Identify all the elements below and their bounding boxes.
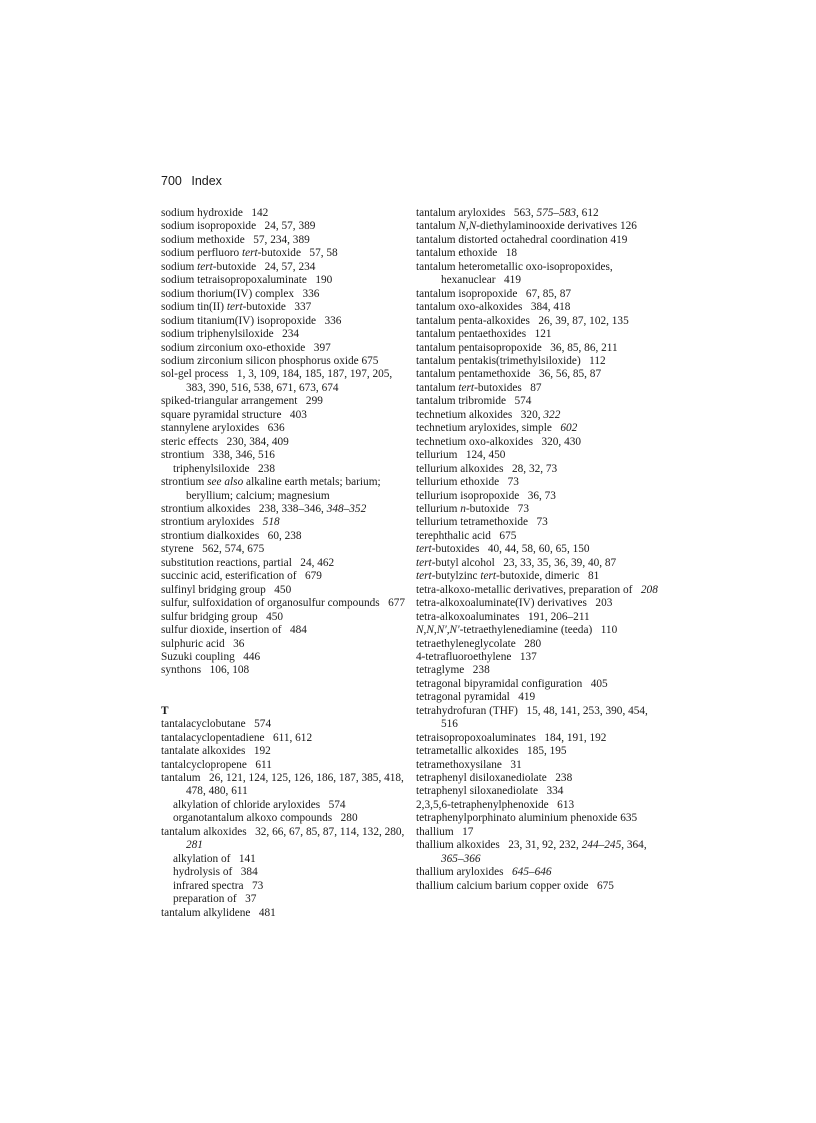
- index-entry: [416, 436, 661, 449]
- index-entry: [161, 328, 406, 341]
- index-entry: [416, 705, 661, 732]
- entry-text: tantalum distorted octahedral coordination 419: [416, 233, 628, 246]
- index-entry: [416, 597, 661, 610]
- index-entry: [416, 584, 661, 597]
- italic-text: N,N: [458, 220, 477, 233]
- index-column-right: [416, 207, 661, 893]
- index-entry: [161, 301, 406, 314]
- index-column-left: [161, 207, 406, 920]
- entry-text: synthons 106, 108: [161, 664, 250, 677]
- page-header: [161, 174, 222, 188]
- index-entry: [416, 826, 661, 839]
- entry-text: tellurium isopropoxide 36, 73: [416, 489, 556, 502]
- entry-text: alkylation of chloride aryloxides 574: [173, 798, 346, 811]
- entry-text: substitution reactions, partial 24, 462: [161, 556, 335, 569]
- entry-text: tetraethyleneglycolate 280: [416, 637, 542, 650]
- entry-text: -butylzinc: [431, 570, 481, 583]
- index-entry: [416, 449, 661, 462]
- index-entry: [161, 624, 406, 637]
- entry-text: tantalum oxo-alkoxides 384, 418: [416, 301, 571, 314]
- entry-text: tellurium alkoxides 28, 32, 73: [416, 462, 558, 475]
- index-entry: [161, 516, 406, 529]
- entry-text: tantalum penta-alkoxides 26, 39, 87, 102, 135: [416, 314, 629, 327]
- entry-text: technetium oxo-alkoxides 320, 430: [416, 435, 582, 448]
- index-subentry: [161, 880, 406, 893]
- entry-text: 4-tetrafluoroethylene 137: [416, 650, 537, 663]
- index-entry: [161, 409, 406, 422]
- index-entry: [161, 422, 406, 435]
- index-entry: [416, 557, 661, 570]
- index-entry: [416, 812, 661, 825]
- index-entry: [416, 772, 661, 785]
- index-entry: [161, 342, 406, 355]
- index-entry: [416, 664, 661, 677]
- entry-text: tetraglyme 238: [416, 664, 490, 677]
- entry-text: sodium triphenylsiloxide 234: [161, 328, 300, 341]
- entry-text: tantalum ethoxide 18: [416, 247, 518, 260]
- entry-text: sulfinyl bridging group 450: [161, 583, 292, 596]
- index-entry: [416, 355, 661, 368]
- italic-text: 208: [640, 583, 658, 596]
- index-entry: [416, 368, 661, 381]
- entry-text: -butoxide 24, 57, 234: [212, 260, 316, 273]
- entry-text: sodium hydroxide 142: [161, 207, 269, 219]
- italic-text: tert: [458, 381, 475, 394]
- entry-text: alkaline earth metals; barium; beryllium; calcium; magnesium: [186, 476, 384, 502]
- index-entry: [416, 220, 661, 233]
- entry-text: , 612: [576, 207, 599, 219]
- entry-text: strontium 338, 346, 516: [161, 449, 275, 462]
- entry-text: sol-gel process 1, 3, 109, 184, 185, 187, 197, 205, 383, 390, 516, 538, 671, 673, 674: [161, 368, 396, 394]
- entry-text: tantalum isopropoxide 67, 85, 87: [416, 287, 572, 300]
- index-entry: [161, 907, 406, 920]
- italic-text: 602: [560, 422, 578, 435]
- entry-text: tantalate alkoxides 192: [161, 745, 271, 758]
- entry-text: tetrametallic alkoxides 185, 195: [416, 745, 567, 758]
- section-letter: T: [161, 704, 169, 717]
- entry-text: tetra-alkoxo-metallic derivatives, preparation of: [416, 583, 641, 596]
- italic-text: tert: [416, 570, 432, 583]
- entry-text: steric effects 230, 384, 409: [161, 435, 289, 448]
- entry-text: sodium tin(II): [161, 301, 227, 314]
- index-entry: [161, 449, 406, 462]
- index-entry: [416, 288, 661, 301]
- entry-text: strontium alkoxides 238, 338–346,: [161, 502, 327, 515]
- entry-text: tantalcyclopropene 611: [161, 758, 272, 771]
- entry-text: tantalum pentamethoxide 36, 56, 85, 87: [416, 368, 602, 381]
- entry-text: alkylation of 141: [173, 852, 256, 865]
- index-entry: [416, 409, 661, 422]
- entry-text: -butoxides 87: [474, 381, 542, 394]
- page-number: 700: [161, 174, 182, 188]
- index-subentry: [161, 812, 406, 825]
- entry-text: sodium titanium(IV) isopropoxide 336: [161, 314, 342, 327]
- entry-text: tantalum: [416, 220, 459, 233]
- entry-text: infrared spectra 73: [173, 879, 264, 892]
- entry-text: tetrahydrofuran (THF) 15, 48, 141, 253, 390, 454, 516: [416, 704, 651, 731]
- entry-text: hydrolysis of 384: [173, 866, 258, 879]
- entry-text: tantalum pentaethoxides 121: [416, 328, 552, 341]
- index-entry: [161, 288, 406, 301]
- entry-text: -butoxide, dimeric 81: [496, 570, 600, 583]
- index-entry: [416, 785, 661, 798]
- index-entry: [416, 503, 661, 516]
- entry-text: strontium aryloxides: [161, 516, 263, 529]
- entry-text: square pyramidal structure 403: [161, 408, 307, 421]
- index-entry: [161, 732, 406, 745]
- index-subentry: [161, 799, 406, 812]
- italic-text: 281: [186, 839, 203, 852]
- index-entry: [416, 611, 661, 624]
- entry-text: tantalum aryloxides 563,: [416, 207, 537, 219]
- index-entry: [161, 611, 406, 624]
- index-entry: [161, 638, 406, 651]
- entry-text: -butoxides 40, 44, 58, 60, 65, 150: [431, 543, 590, 556]
- index-entry: [416, 342, 661, 355]
- entry-text: tetra-alkoxoaluminates 191, 206–211: [416, 610, 590, 623]
- entry-text: 2,3,5,6-tetraphenylphenoxide 613: [416, 798, 575, 811]
- entry-text: -tetraethylenediamine (teeda) 110: [459, 624, 618, 637]
- index-subentry: [161, 866, 406, 879]
- entry-text: sulfur, sulfoxidation of organosulfur compounds 677: [161, 597, 406, 610]
- entry-text: tantalum 26, 121, 124, 125, 126, 186, 187, 385, 418, 478, 480, 611: [161, 772, 407, 798]
- entry-text: tellurium tetramethoxide 73: [416, 516, 548, 529]
- entry-text: terephthalic acid 675: [416, 529, 517, 542]
- italic-text: 645–646: [512, 866, 552, 879]
- entry-text: tellurium 124, 450: [416, 449, 506, 462]
- index-subentry: [161, 893, 406, 906]
- entry-text: sodium zirconium oxo-ethoxide 397: [161, 341, 331, 354]
- entry-text: thallium alkoxides 23, 31, 92, 232,: [416, 839, 582, 852]
- index-entry: [161, 597, 406, 610]
- index-entry: [161, 664, 406, 677]
- entry-text: tantalum pentaisopropoxide 36, 85, 86, 211: [416, 341, 618, 354]
- entry-text: tellurium: [416, 502, 461, 515]
- index-entry: [161, 207, 406, 220]
- entry-text: strontium dialkoxides 60, 238: [161, 529, 302, 542]
- entry-text: -diethylaminooxide derivatives 126: [476, 220, 637, 233]
- entry-text: sodium tetraisopropoxaluminate 190: [161, 274, 333, 287]
- entry-text: -butoxide 73: [465, 502, 529, 515]
- entry-text: tantalacyclobutane 574: [161, 718, 272, 731]
- index-entry: [416, 732, 661, 745]
- entry-text: tantalum alkylidene 481: [161, 906, 276, 919]
- index-entry: [416, 759, 661, 772]
- italic-text: tert: [480, 570, 497, 583]
- entry-text: sodium thorium(IV) complex 336: [161, 287, 320, 300]
- index-entry: [416, 382, 661, 395]
- index-entry: [161, 220, 406, 233]
- italic-text: 575–583: [536, 207, 577, 219]
- entry-text: sodium isopropoxide 24, 57, 389: [161, 220, 316, 233]
- index-entry: [161, 274, 406, 287]
- entry-text: , 364,: [621, 839, 650, 852]
- italic-text: 322: [543, 408, 561, 421]
- index-entry: [416, 880, 661, 893]
- entry-text: tantalum: [416, 381, 459, 394]
- index-entry: [416, 315, 661, 328]
- index-entry: [416, 570, 661, 583]
- index-entry: [416, 395, 661, 408]
- italic-text: tert: [416, 556, 432, 569]
- entry-text: tetraphenyl disiloxanediolate 238: [416, 772, 573, 785]
- index-entry: [416, 839, 661, 866]
- index-entry: [416, 490, 661, 503]
- entry-text: tantalum alkoxides 32, 66, 67, 85, 87, 114, 132, 280,: [161, 825, 408, 838]
- index-entry: [161, 355, 406, 368]
- index-entry: [416, 234, 661, 247]
- italic-text: 365–366: [441, 852, 481, 865]
- index-entry: [416, 328, 661, 341]
- index-entry: [161, 651, 406, 664]
- entry-text: sodium perfluoro: [161, 247, 242, 260]
- index-entry: [416, 422, 661, 435]
- index-entry: [161, 557, 406, 570]
- italic-text: tert: [197, 260, 213, 273]
- entry-text: stannylene aryloxides 636: [161, 422, 285, 435]
- entry-text: tetragonal pyramidal 419: [416, 691, 536, 704]
- entry-text: succinic acid, esterification of 679: [161, 570, 322, 583]
- italic-text: n: [460, 502, 466, 515]
- index-entry: [161, 718, 406, 731]
- entry-text: sulfur dioxide, insertion of 484: [161, 624, 307, 637]
- italic-text: tert: [241, 247, 258, 260]
- entry-text: sodium methoxide 57, 234, 389: [161, 233, 310, 246]
- index-entry: [416, 261, 661, 288]
- entry-text: strontium: [161, 476, 208, 489]
- index-entry: [416, 463, 661, 476]
- entry-text: Suzuki coupling 446: [161, 650, 261, 663]
- index-entry: [161, 584, 406, 597]
- index-entry: [161, 234, 406, 247]
- italic-text: N,N,N′,N′: [416, 624, 460, 637]
- index-subentry: [161, 853, 406, 866]
- entry-text: sodium: [161, 260, 198, 273]
- entry-text: tantalum tribromide 574: [416, 395, 532, 408]
- index-entry: [161, 826, 406, 853]
- index-entry: [416, 543, 661, 556]
- entry-text: triphenylsiloxide 238: [173, 462, 275, 475]
- entry-text: technetium aryloxides, simple: [416, 422, 561, 435]
- entry-text: -butoxide 337: [242, 301, 312, 314]
- index-entry: [161, 530, 406, 543]
- index-entry: [161, 745, 406, 758]
- running-title: Index: [191, 174, 222, 188]
- index-entry: [161, 772, 406, 799]
- entry-text: tetra-alkoxoaluminate(IV) derivatives 203: [416, 597, 613, 610]
- index-entry: [416, 799, 661, 812]
- index-entry: [161, 436, 406, 449]
- index-entry: [161, 543, 406, 556]
- index-entry: [416, 301, 661, 314]
- entry-text: -butoxide 57, 58: [257, 247, 338, 260]
- index-entry: [161, 759, 406, 772]
- italic-text: tert: [226, 301, 243, 314]
- entry-text: thallium calcium barium copper oxide 675: [416, 879, 614, 892]
- italic-text: 518: [262, 516, 280, 529]
- index-subentry: [161, 463, 406, 476]
- index-entry: [416, 651, 661, 664]
- index-entry: [416, 866, 661, 879]
- entry-text: styrene 562, 574, 675: [161, 543, 265, 556]
- entry-text: thallium 17: [416, 825, 474, 838]
- index-entry: [161, 503, 406, 516]
- index-entry: [416, 624, 661, 637]
- index-entry: [416, 745, 661, 758]
- entry-text: sulfur bridging group 450: [161, 610, 284, 623]
- entry-text: thallium aryloxides: [416, 866, 513, 879]
- index-entry: [416, 207, 661, 220]
- index-entry: [161, 476, 406, 503]
- index-entry: [161, 570, 406, 583]
- index-entry: [416, 476, 661, 489]
- index-entry: [161, 261, 406, 274]
- entry-text: tetramethoxysilane 31: [416, 758, 522, 771]
- index-entry: [416, 691, 661, 704]
- entry-text: spiked-triangular arrangement 299: [161, 395, 323, 408]
- entry-text: tantalum heterometallic oxo-isopropoxides, hexanuclear 419: [416, 260, 616, 287]
- index-entry: [416, 516, 661, 529]
- entry-text: tantalacyclopentadiene 611, 612: [161, 731, 313, 744]
- index-entry: [161, 368, 406, 395]
- index-entry: [161, 315, 406, 328]
- index-entry: [416, 638, 661, 651]
- entry-text: organotantalum alkoxo compounds 280: [173, 812, 358, 825]
- entry-text: tetraisopropoxoaluminates 184, 191, 192: [416, 731, 607, 744]
- entry-text: tantalum pentakis(trimethylsiloxide) 112: [416, 354, 606, 367]
- italic-text: tert: [416, 543, 432, 556]
- index-entry: [161, 395, 406, 408]
- entry-text: tetraphenylporphinato aluminium phenoxide 635: [416, 812, 638, 825]
- italic-text: see also: [207, 476, 244, 489]
- index-entry: [416, 530, 661, 543]
- entry-text: sulphuric acid 36: [161, 637, 245, 650]
- italic-text: 348–352: [326, 502, 367, 515]
- entry-text: tetraphenyl siloxanediolate 334: [416, 785, 564, 798]
- entry-text: technetium alkoxides 320,: [416, 408, 544, 421]
- index-entry: [416, 247, 661, 260]
- index-entry: [416, 678, 661, 691]
- entry-text: tetragonal bipyramidal configuration 405: [416, 677, 608, 690]
- entry-text: tellurium ethoxide 73: [416, 476, 519, 489]
- entry-text: -butyl alcohol 23, 33, 35, 36, 39, 40, 87: [431, 556, 617, 569]
- entry-text: sodium zirconium silicon phosphorus oxide 675: [161, 354, 379, 367]
- italic-text: 244–245: [581, 839, 622, 852]
- index-entry: [161, 247, 406, 260]
- entry-text: preparation of 37: [173, 893, 257, 906]
